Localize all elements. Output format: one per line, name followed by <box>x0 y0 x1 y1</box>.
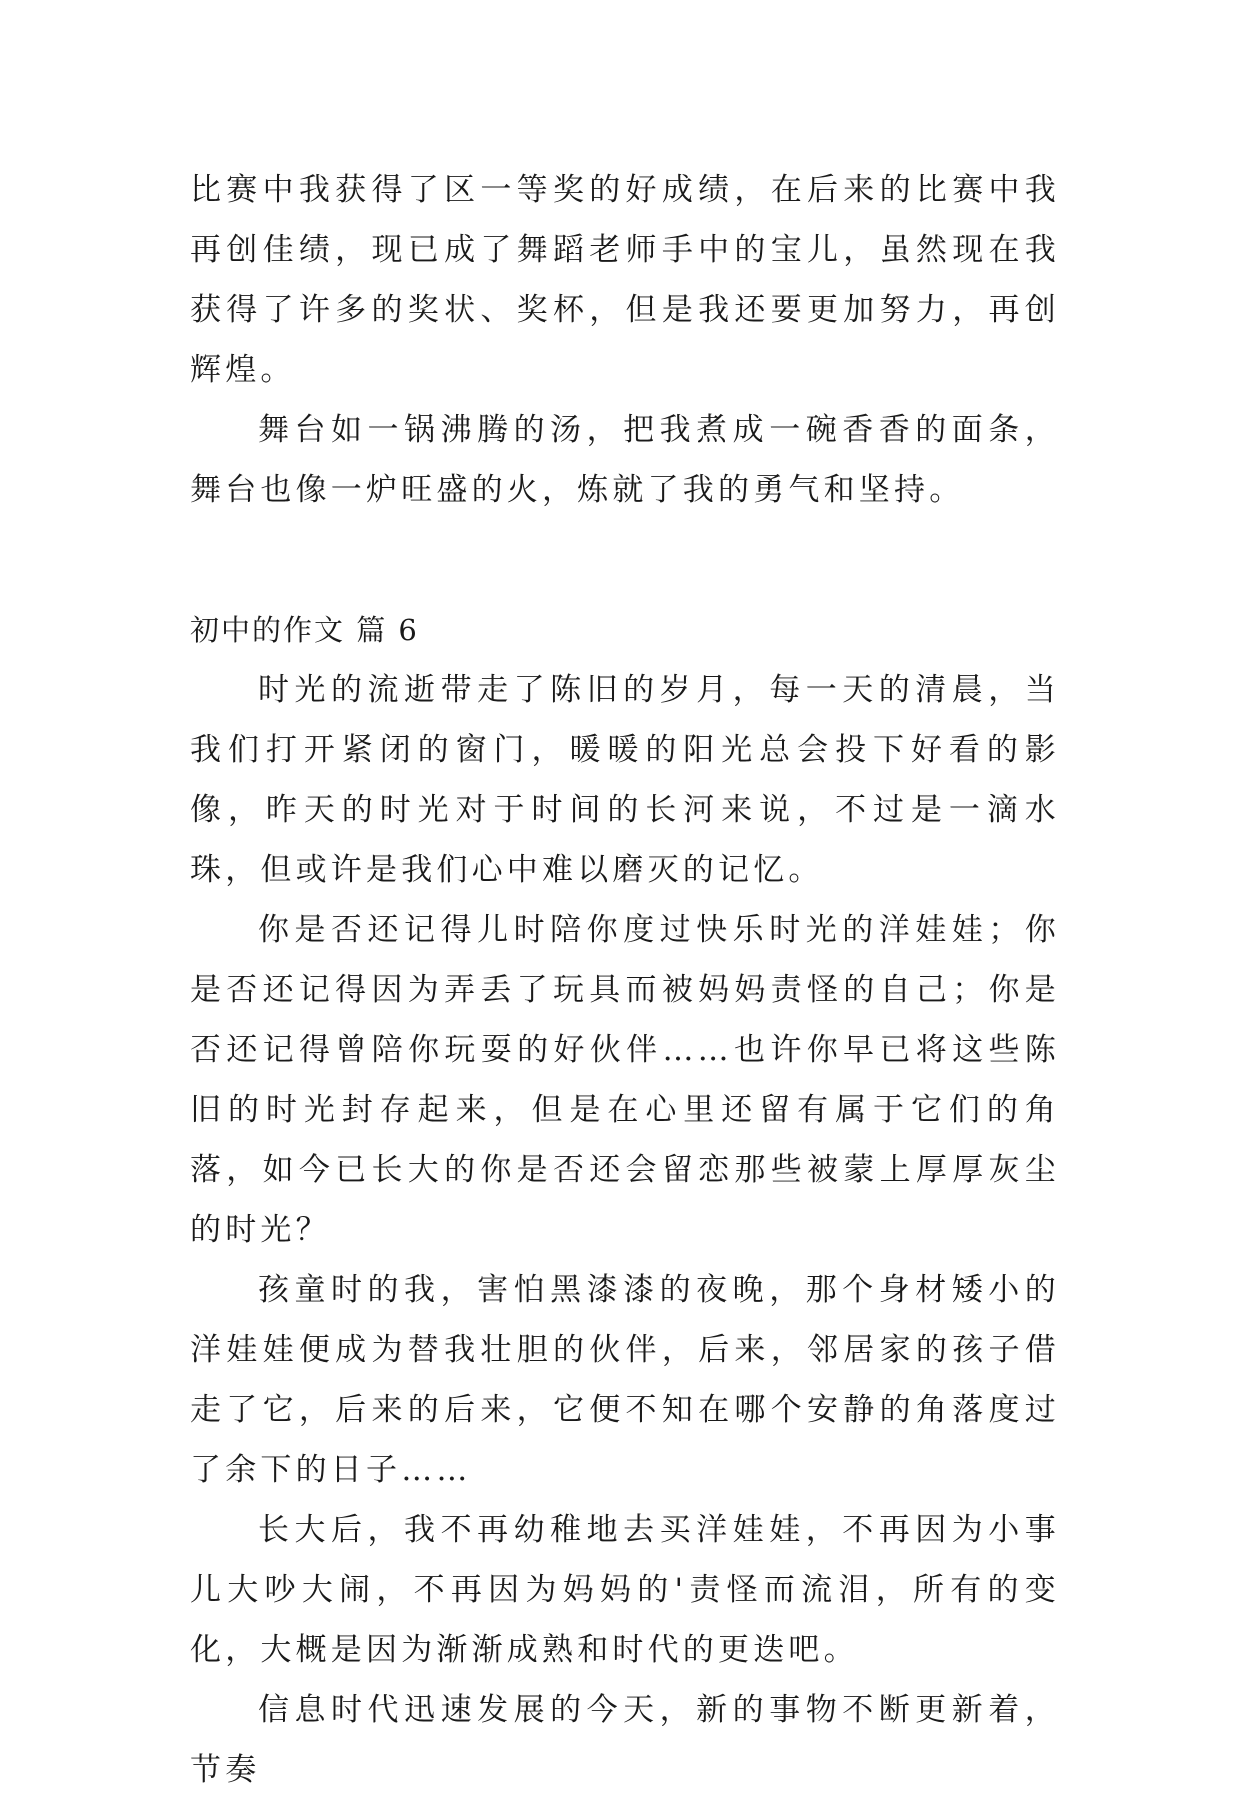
paragraph: 长大后，我不再幼稚地去买洋娃娃，不再因为小事儿大吵大闹，不再因为妈妈的'责怪而流泪，所有的变化，大概是因为渐渐成熟和时代的更迭吧。 <box>190 1512 1060 1668</box>
document-page <box>190 160 1060 1800</box>
paragraph: 你是否还记得儿时陪你度过快乐时光的洋娃娃；你是否还记得因为弄丢了玩具而被妈妈责怪的自己；你是否还记得曾陪你玩耍的好伙伴……也许你早已将这些陈旧的时光封存起来，但是在心里还留有属于它们的角落，如今已长大的你是否还会留恋那些被蒙上厚厚灰尘的时光？ <box>190 912 1060 1248</box>
section-spacer <box>190 520 1060 600</box>
section-title: 初中的作文 篇 6 <box>190 613 419 647</box>
paragraph: 舞台如一锅沸腾的汤，把我煮成一碗香香的面条，舞台也像一炉旺盛的火，炼就了我的勇气和坚持。 <box>190 412 1060 508</box>
paragraph: 比赛中我获得了区一等奖的好成绩，在后来的比赛中我再创佳绩，现已成了舞蹈老师手中的宝儿，虽然现在我获得了许多的奖状、奖杯，但是我还要更加努力，再创辉煌。 <box>190 172 1060 388</box>
paragraph: 时光的流逝带走了陈旧的岁月，每一天的清晨，当我们打开紧闭的窗门，暖暖的阳光总会投下好看的影像，昨天的时光对于时间的长河来说，不过是一滴水珠，但或许是我们心中难以磨灭的记忆。 <box>190 672 1060 888</box>
paragraph: 孩童时的我，害怕黑漆漆的夜晚，那个身材矮小的洋娃娃便成为替我壮胆的伙伴，后来，邻居家的孩子借走了它，后来的后来，它便不知在哪个安静的角落度过了余下的日子…… <box>190 1272 1060 1488</box>
paragraph: 信息时代迅速发展的今天，新的事物不断更新着，节奏 <box>190 1692 1060 1788</box>
